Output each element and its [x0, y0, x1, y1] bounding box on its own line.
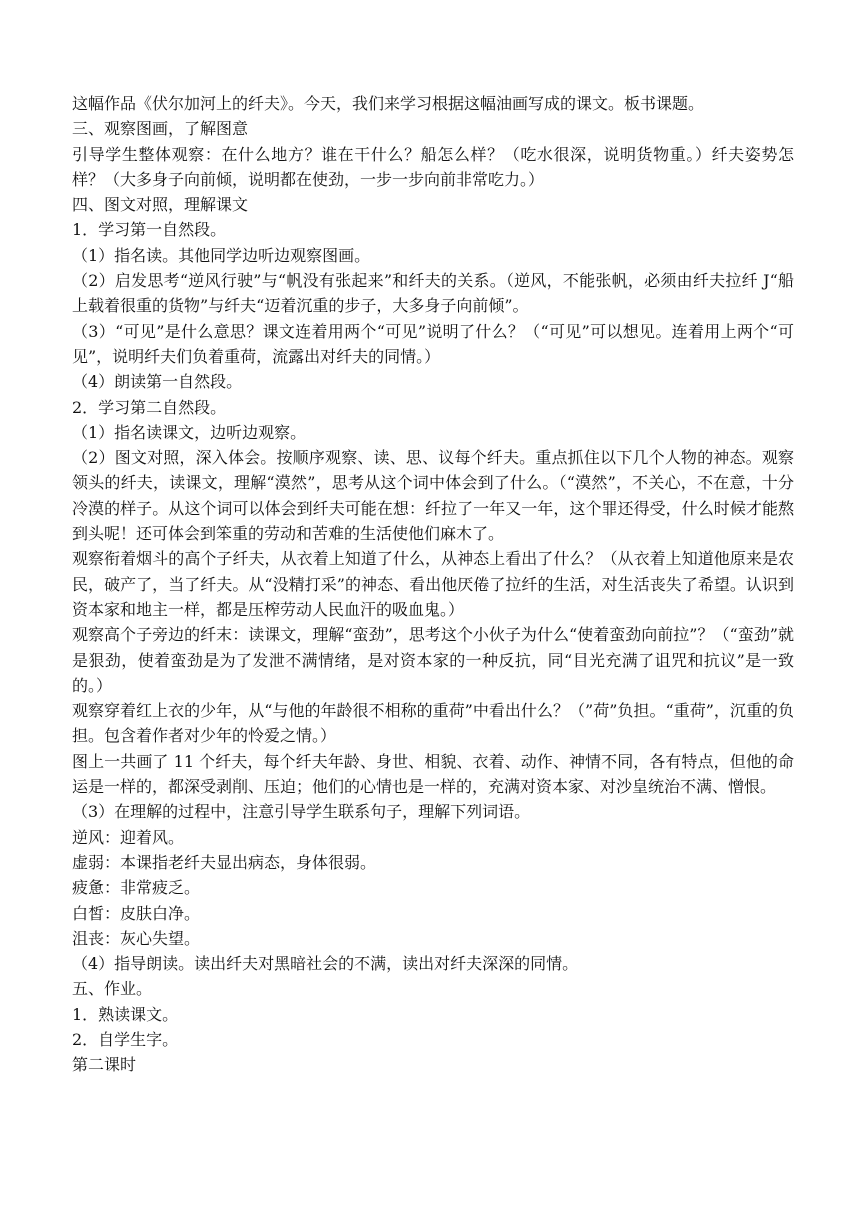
document-body — [72, 91, 794, 1078]
paragraph: 观察衔着烟斗的高个子纤夫，从衣着上知道了什么，从神态上看出了什么？（从衣着上知道他原来是农民，破产了，当了纤夫。从“没精打采”的神态、看出他厌倦了拉纤的生活，对生活丧失了希望。认识到资本家和地主一样，都是压榨劳动人民血汗的吸血鬼。） — [72, 549, 794, 619]
homework-item: 1．熟读课文。 — [72, 1004, 179, 1024]
paragraph: 引导学生整体观察：在什么地方？谁在干什么？船怎么样？（吃水很深，说明货物重。）纤夫姿势怎样？（大多身子向前倾，说明都在使劲，一步一步向前非常吃力。） — [72, 144, 794, 189]
paragraph: 观察穿着红上衣的少年，从“与他的年龄很不相称的重荷”中看出什么？（”荷”负担。“重荷”，沉重的负担。包含着作者对少年的怜爱之情。） — [72, 701, 794, 746]
paragraph: 这幅作品《伏尔加河上的纤夫》。今天，我们来学习根据这幅油画写成的课文。板书课题。 — [72, 94, 705, 113]
vocabulary-item: 疲惫：非常疲乏。 — [72, 878, 201, 898]
vocabulary-item: 沮丧：灰心失望。 — [72, 928, 201, 948]
paragraph: 观察高个子旁边的纤末：读课文，理解“蛮劲”，思考这个小伙子为什么“使着蛮劲向前拉”？（“蛮劲”就是狠劲，使着蛮劲是为了发泄不满情绪，是对资本家的一种反抗，同“目光充满了诅咒和抗议”是一致的。） — [72, 625, 794, 695]
paragraph: （3）在理解的过程中，注意引导学生联系句子，理解下列词语。 — [72, 802, 531, 822]
paragraph: 图上一共画了 11 个纤夫，每个纤夫年龄、身世、相貌、衣着、动作、神情不同，各有特点，但他的命运是一样的，都深受剥削、压迫；他们的心情也是一样的，充满对资本家、对沙皇统治不满、憎恨。 — [72, 751, 794, 797]
section-heading: 三、观察图画，了解图意 — [72, 119, 249, 139]
subsection-heading: 1．学习第一自然段。 — [72, 220, 227, 240]
subsection-heading: 2．学习第二自然段。 — [72, 397, 227, 417]
paragraph: （3）“可见”是什么意思？课文连着用两个“可见”说明了什么？（“可见”可以想见。连着用上两个“可见”，说明纤夫们负着重荷，流露出对纤夫的同情。） — [72, 321, 794, 366]
section-heading: 四、图文对照，理解课文 — [72, 195, 249, 215]
lesson-heading: 第二课时 — [72, 1055, 137, 1075]
paragraph: （4）朗读第一自然段。 — [72, 372, 243, 392]
vocabulary-item: 虚弱：本课指老纤夫显出病态，身体很弱。 — [72, 852, 377, 872]
vocabulary-item: 逆风：迎着风。 — [72, 827, 185, 847]
paragraph: （1）指名读课文，边听边观察。 — [72, 422, 307, 442]
paragraph: （2）启发思考“逆风行驶”与“帆没有张起来”和纤夫的关系。（逆风，不能张帆，必须由纤夫拉纤 J“船上载着很重的货物”与纤夫“迈着沉重的步子，大多身子向前倾”。 — [72, 271, 794, 316]
paragraph: （1）指名读。其他同学边听边观察图画。 — [72, 245, 371, 265]
homework-item: 2．自学生字。 — [72, 1029, 179, 1049]
paragraph: （4）指导朗读。读出纤夫对黑暗社会的不满，读出对纤夫深深的同情。 — [72, 954, 579, 974]
section-heading: 五、作业。 — [72, 979, 153, 999]
paragraph: （2）图文对照，深入体会。按顺序观察、读、思、议每个纤夫。重点抓住以下几个人物的神态。观察领头的纤夫，读课文，理解“漠然”，思考从这个词中体会到了什么。（“漠然”，不关心，不在意，十分冷漠的样子。从这个词可以体会到纤夫可能在想：纤拉了一年又一年，这个罪还得受，什么时候才能熬到头呢！还可体会到笨重的劳动和苦难的生活使他们麻木了。 — [72, 448, 794, 544]
vocabulary-item: 白皙：皮肤白净。 — [72, 903, 201, 923]
